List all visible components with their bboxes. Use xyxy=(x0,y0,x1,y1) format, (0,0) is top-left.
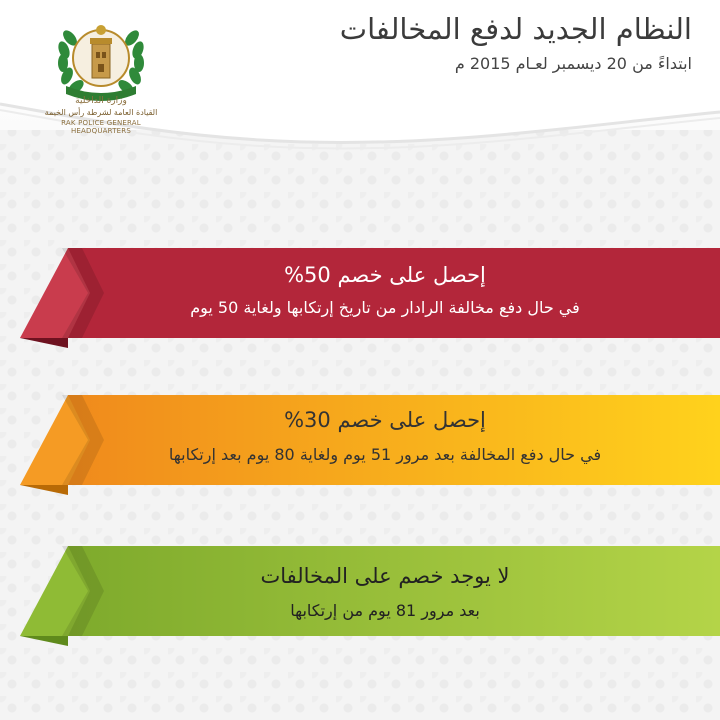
ribbon-description: بعد مرور 81 يوم من إرتكابها xyxy=(290,601,480,620)
ribbon-heading: لا يوجد خصم على المخالفات xyxy=(260,564,510,588)
no-discount-ribbon xyxy=(0,546,720,646)
ribbon-shape xyxy=(0,546,720,646)
logo-caption xyxy=(36,96,166,135)
ribbon-heading: إحصل على خصم 30% xyxy=(284,408,486,432)
ribbon-description: في حال دفع المخالفة بعد مرور 51 يوم ولغاية 80 يوم بعد إرتكابها xyxy=(168,445,602,464)
ribbon-description: في حال دفع مخالفة الرادار من تاريخ إرتكابها ولغاية 50 يوم xyxy=(190,298,580,317)
discount-ribbon-50 xyxy=(0,248,720,348)
ribbon-heading: إحصل على خصم 50% xyxy=(284,263,486,287)
logo-ministry-text: وزارة الداخلية xyxy=(75,96,127,106)
page-subtitle: ابتداءً من 20 ديسمبر لعـام 2015 م xyxy=(454,54,692,73)
discount-ribbon-30 xyxy=(0,395,720,495)
logo-hq-english-text: RAK POLICE GENERAL HEADQUARTERS xyxy=(61,119,141,135)
logo-hq-arabic-text: القيادة العامة لشرطة رأس الخيمة xyxy=(44,108,158,117)
page-title: النظام الجديد لدفع المخالفات xyxy=(339,12,692,46)
